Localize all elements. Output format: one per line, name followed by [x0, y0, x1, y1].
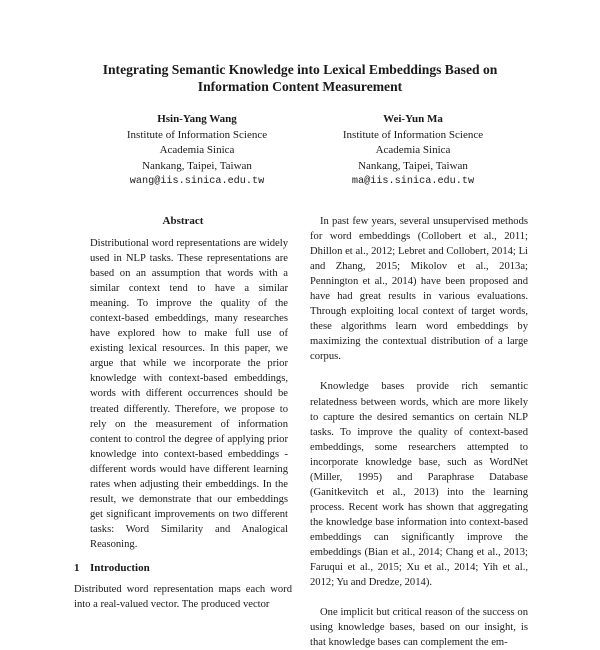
author-block-2	[303, 112, 523, 190]
author-institute: Institute of Information Science	[342, 128, 484, 141]
author-org: Academia Sinica	[375, 144, 451, 156]
section-heading-introduction	[74, 561, 292, 576]
right-paragraph-3: One implicit but critical reason of the success on using knowledge bases, based on our insight, is that knowledge bases can complement the em-	[310, 607, 528, 649]
author-email: wang@iis.sinica.edu.tw	[129, 176, 265, 187]
author-email: ma@iis.sinica.edu.tw	[351, 176, 475, 187]
introduction-text: Distributed word representation maps each word into a real-valued vector. The produced vector	[74, 583, 292, 611]
right-paragraph-1: In past few years, several unsupervised methods for word embeddings (Collobert et al., 2011; Dhillon et al., 2012; Lebret and Collobert, 2014; Li and Zhang, 2015; Mikolov et al., 2013a; Pennington et al., 2014) have been proposed and have had great results in various evaluations. Through exploiting local context of target words, these algorithms learn word embeddings by maximizing the contextual distribution of a large corpus.	[310, 216, 528, 363]
paper-title-line-1: Integrating Semantic Knowledge into Lexical Embeddings Based on	[102, 62, 498, 77]
abstract-body	[74, 236, 288, 552]
author-location: Nankang, Taipei, Taiwan	[358, 159, 468, 172]
author-name: Wei-Yun Ma	[383, 113, 443, 125]
author-block-1	[87, 112, 307, 190]
author-org: Academia Sinica	[159, 144, 235, 156]
right-paragraph-2: Knowledge bases provide rich semantic relatedness between words, which are more likely to capture the desired semantics on certain NLP tasks. To improve the quality of context-based embeddings, some researchers attempted to incorporate knowledge base, such as WordNet (Miller, 1995) and Paraphrase Database (Ganitkevitch et al., 2013) into the learning process. Recent work has shown that aggregating the knowledge base information into context-based embeddings can significantly improve the embeddings (Bian et al., 2014; Chang et al., 2013; Faruqui et al., 2015; Xu et al., 2014; Yih et al., 2012; Yu and Dredze, 2014).	[310, 381, 528, 589]
left-column	[74, 214, 292, 612]
paragraph-gap	[310, 590, 528, 605]
paragraph-gap	[310, 364, 528, 379]
section-title: Introduction	[90, 561, 150, 574]
right-column	[310, 214, 528, 650]
paper-title	[40, 61, 560, 95]
section-number: 1	[74, 561, 80, 574]
author-name: Hsin-Yang Wang	[157, 113, 237, 125]
paper-title-line-2: Information Content Measurement	[197, 79, 403, 94]
abstract-heading: Abstract	[162, 215, 204, 227]
author-institute: Institute of Information Science	[126, 128, 268, 141]
author-location: Nankang, Taipei, Taiwan	[142, 159, 252, 172]
abstract-text: Distributional word representations are widely used in NLP tasks. These representations are based on an assumption that words with a similar context tend to have a similar meaning. To improve the quality of the context-based embeddings, many researches have explored how to make full use of existing lexical resources. In this paper, we argue that while we incorporate the prior knowledge with context-based embeddings, words with different occurrences should be treated differently. Therefore, we propose to rely on the measurement of information content to control the degree of applying prior knowledge into context-based embeddings - different words would have different learning rates when adjusting their embeddings. In the result, we demonstrate that our embeddings get significant improvements on two different tasks: Word Similarity and Analogical Reasoning.	[90, 238, 288, 550]
